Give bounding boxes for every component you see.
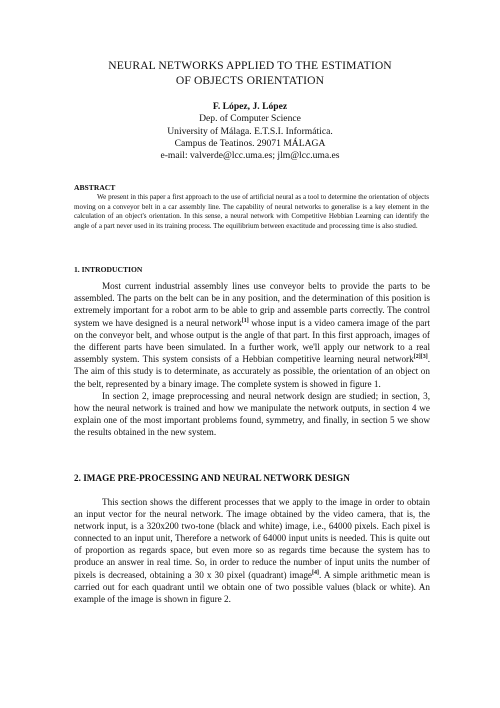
citation-ref-2-3: [2][3] (413, 354, 428, 361)
citation-ref-1: [1] (241, 317, 249, 324)
author-block (0, 101, 500, 162)
section-2-body (74, 496, 430, 605)
abstract-text: We present in this paper a first approach to the use of artificial neural as a tool to determine the orientation of objects moving on a conveyor belt in a car assembly line. The capability of neural networks to generalise is a key element in the calculation of an object's orientation. In this sense, a neural network with Competitive Hebbian Learning can identify the angle of a part never used in its training process. The equilibrium between exactitude and processing time is also studied. (74, 193, 429, 231)
section-2-p1-text-a: This section shows the different processes that we apply to the image in order to obtain an input vector for the neural network. The image obtained by the video camera, that is, the network input, is a 320x200 two-tone (black and white) image, i.e., 64000 pixels. Each pixel is connected to an input unit, Therefore a network of 64000 input units is needed. This is quite out of proportion as regards space, but even more so as regards time because the system has to produce an answer in real time. So, in order to reduce the number of input units the number of pixels is decreased, obtaining a 30 x 30 pixel (quadrant) image (74, 497, 430, 580)
section-2-heading: 2. IMAGE PRE-PROCESSING AND NEURAL NETWORK DESIGN (74, 473, 350, 483)
section-1-heading: 1. INTRODUCTION (74, 265, 143, 274)
section-1-p1-text-a: Most current industrial assembly lines use conveyor belts to provide the parts to be assembled. The parts on the belt can be in any position, and the determination of this position is extremely important for a robot arm to be able to grip and assemble parts correctly. The control system we have designed is a neural network (74, 281, 430, 328)
citation-ref-4: [4] (312, 569, 320, 576)
abstract-body (74, 193, 429, 232)
author-campus: Campus de Teatinos. 29071 MÁLAGA (174, 137, 326, 149)
author-names: F. López, J. López (212, 101, 288, 112)
section-1-paragraph-1 (74, 280, 430, 390)
author-email: e-mail: valverde@lcc.uma.es; jlm@lcc.uma.es (160, 150, 340, 162)
section-2-paragraph-1 (74, 496, 430, 605)
title-line-2: OF OBJECTS ORIENTATION (175, 74, 325, 87)
section-1-body (74, 280, 430, 439)
author-university: University of Málaga. E.T.S.I. Informática. (167, 125, 333, 137)
section-1-paragraph-2: In section 2, image preprocessing and neural network design are studied; in section, 3, how the neural network is trained and how we manipulate the network outputs, in section 4 we explain one of the most important problems found, symmetry, and finally, in section 5 we show the results obtained in the new system. (74, 390, 430, 438)
author-department: Dep. of Computer Science (199, 113, 301, 125)
section-1-p1-text-b: whose input is a video camera image of the part on the conveyor belt, and whose output is the angle of that part. In this first approach, images of the different parts have been simulated. In a further work, we'll apply our network to a real assembly system. This system consists of a Hebbian competitive learning neural network (74, 317, 430, 365)
title-line-1: NEURAL NETWORKS APPLIED TO THE ESTIMATION (108, 59, 392, 72)
section-1-p1-text-c: . The aim of this study is to determinate, as accurately as possible, the orientation of an object on the belt, represented by a binary image. The complete system is showed in figure 1. (74, 354, 430, 389)
section-2-p1-text-b: . A simple arithmetic mean is carried out for each quadrant until we obtain one of two possible values (black or white). An example of the image is shown in figure 2. (74, 569, 430, 604)
abstract-heading: ABSTRACT (74, 183, 116, 192)
paper-title (0, 58, 500, 88)
